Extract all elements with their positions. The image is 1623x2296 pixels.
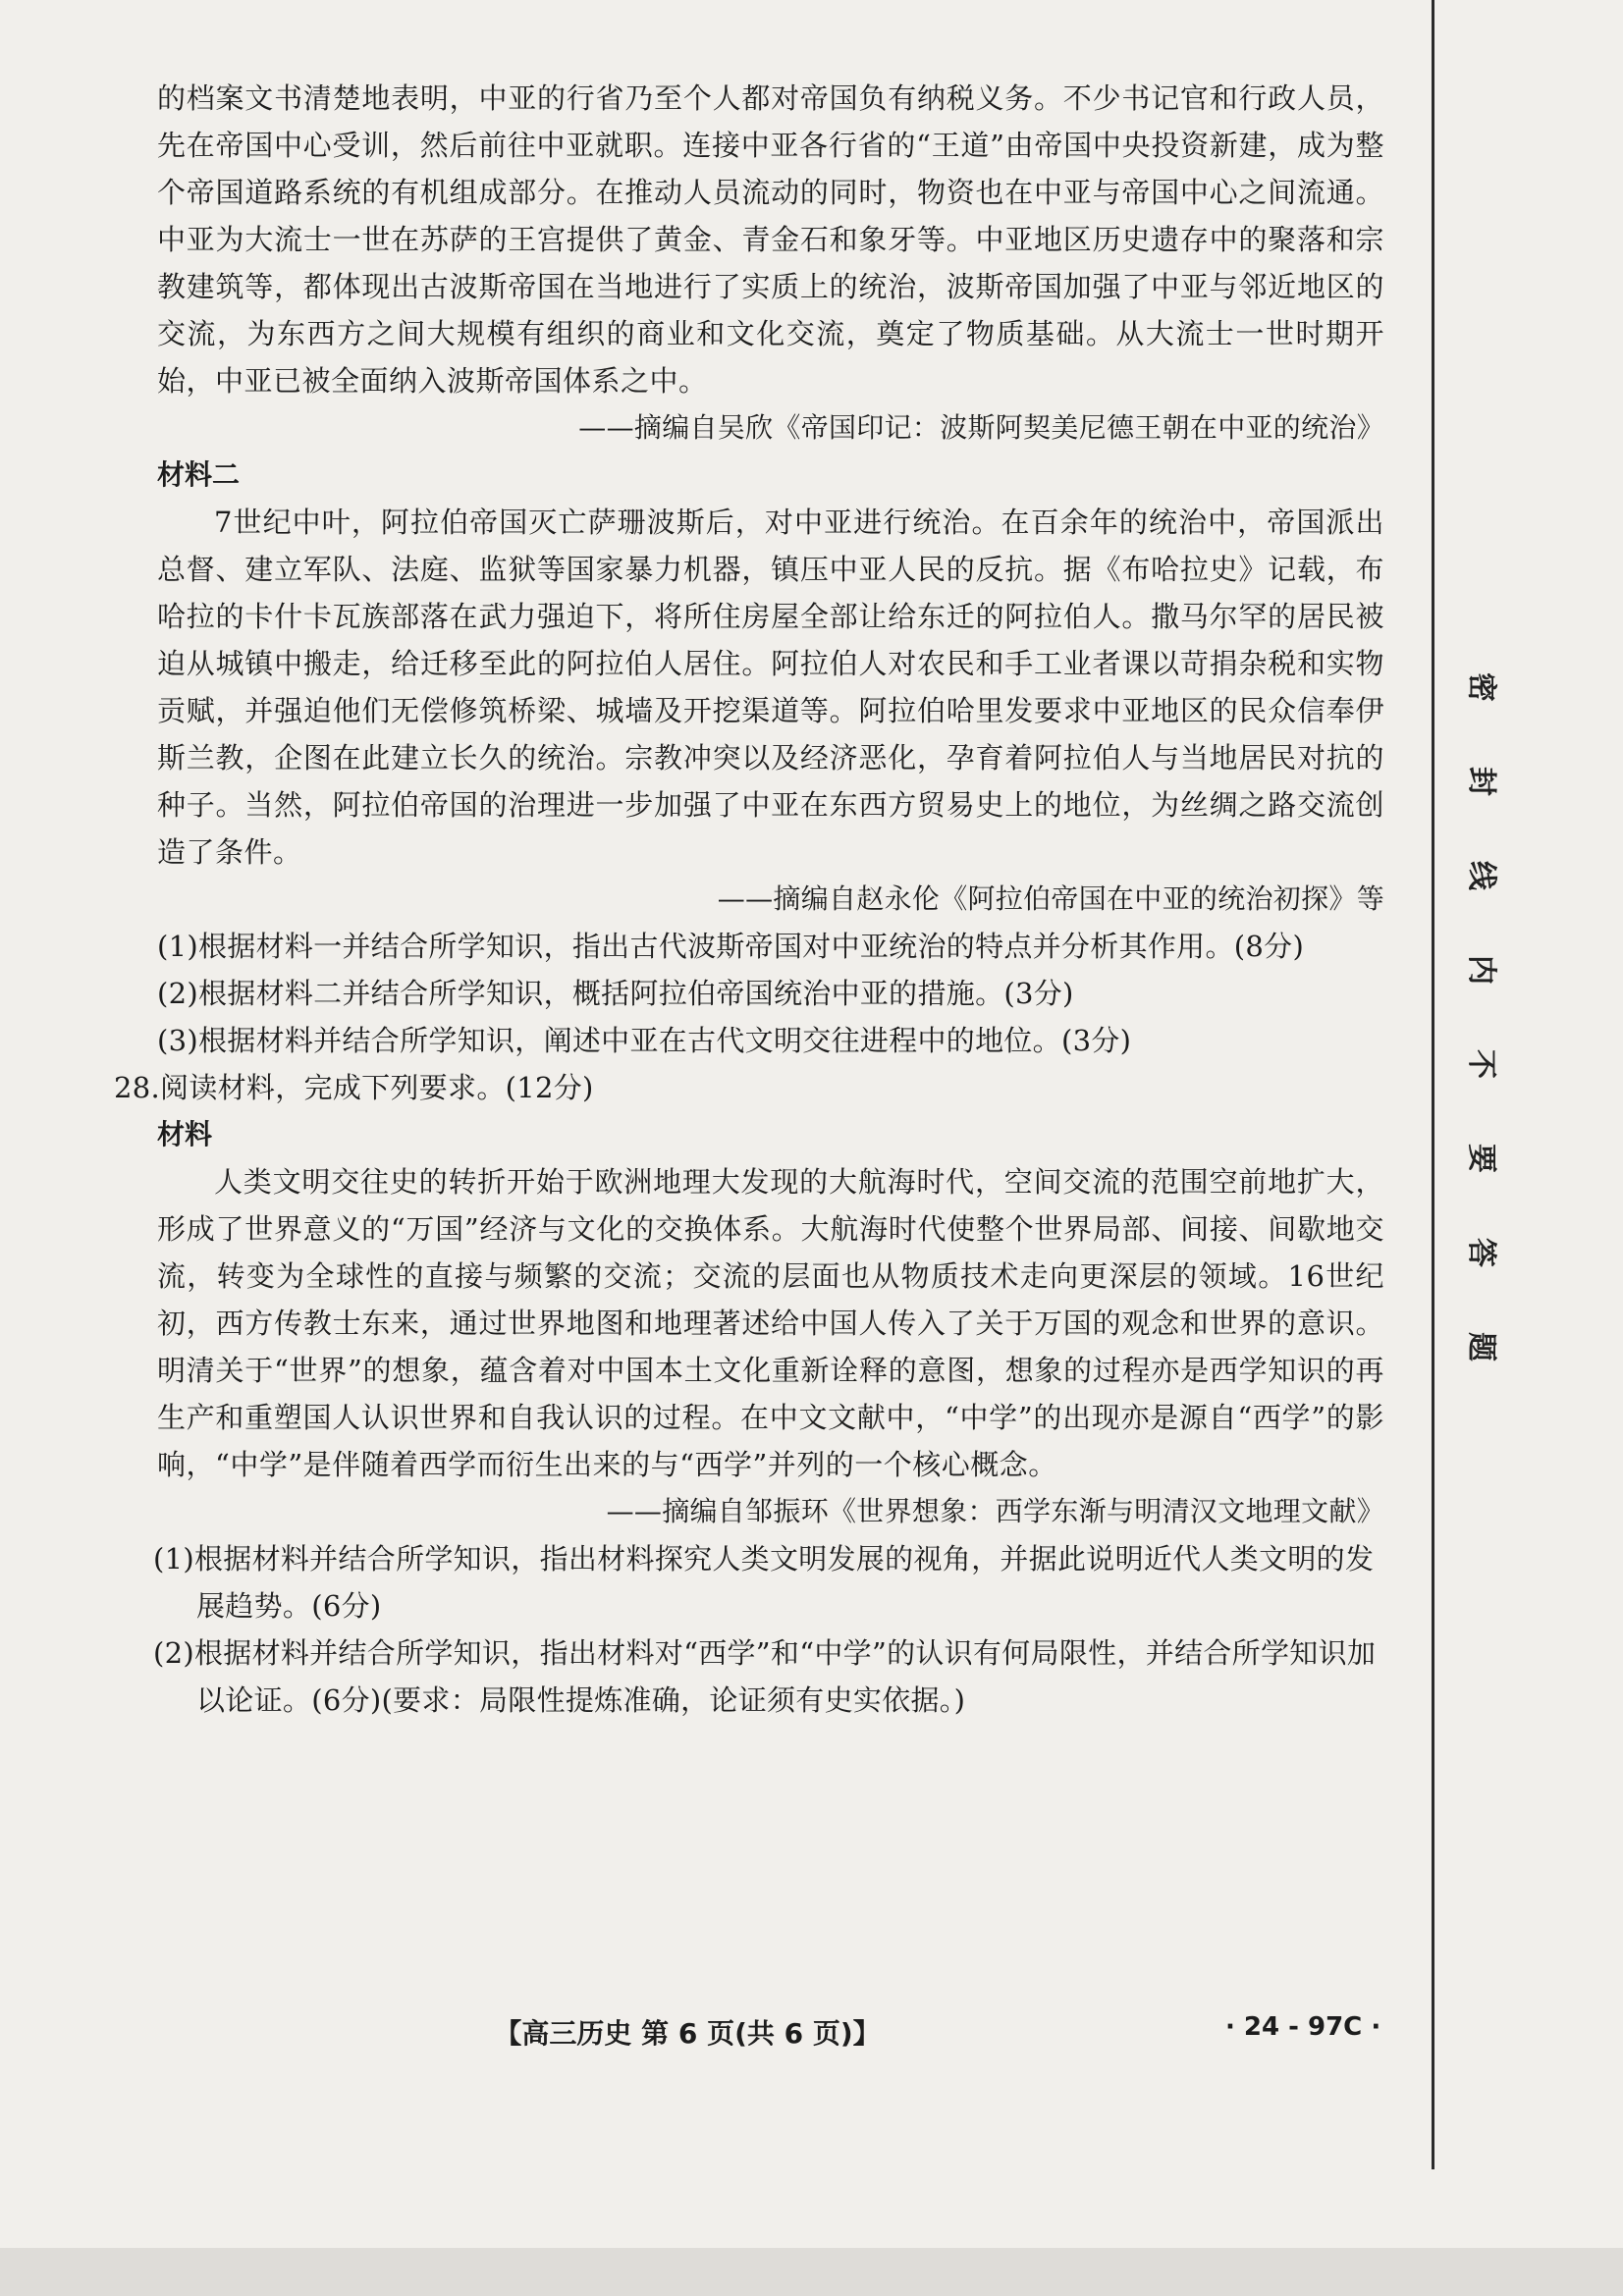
seal-char: 题 [1464,1332,1498,1362]
material2-text: 7世纪中叶，阿拉伯帝国灭亡萨珊波斯后，对中亚进行统治。在百余年的统治中，帝国派出总督、建立军队、法庭、监狱等国家暴力机器，镇压中亚人民的反抗。据《布哈拉史》记载，布哈拉的卡什卡瓦族部落在武力强迫下，将所住房屋全部让给东迁的阿拉伯人。撒马尔罕的居民被迫从城镇中搬走，给迁移至此的阿拉伯人居住。阿拉伯人对农民和手工业者课以苛捐杂税和实物贡赋，并强迫他们无偿修筑桥梁、城墙及开挖渠道等。阿拉伯哈里发要求中亚地区的民众信奉伊斯兰教，企图在此建立长久的统治。宗教冲突以及经济恶化，孕育着阿拉伯人与当地居民对抗的种子。当然，阿拉伯帝国的治理进一步加强了中亚在东西方贸易史上的地位，为丝绸之路交流创造了条件。 [157,506,1384,869]
q28-title: 28.阅读材料，完成下列要求。(12分) [114,1071,594,1104]
seal-char: 密 [1464,672,1498,702]
material2-source: ——摘编自赵永伦《阿拉伯帝国在中亚的统治初探》等 [717,882,1384,915]
exam-content [114,75,1384,1724]
material2-heading: 材料二 [157,458,241,491]
seal-char: 内 [1464,955,1498,985]
seal-char: 封 [1464,767,1498,796]
seal-line-notice [1461,667,1500,1421]
seal-char: 答 [1464,1238,1498,1267]
q27-part2: (2)根据材料二并结合所学知识，概括阿拉伯帝国统治中亚的措施。(3分) [157,977,1074,1010]
page-footer: 【高三历史 第 6 页(共 6 页)】 [494,2017,881,2050]
q28-material-text: 人类文明交往史的转折开始于欧洲地理大发现的大航海时代，空间交流的范围空前地扩大，形成了世界意义的“万国”经济与文化的交换体系。大航海时代使整个世界局部、间接、间歇地交流，转变为全球性的直接与频繁的交流；交流的层面也从物质技术走向更深层的领域。16世纪初，西方传教士东来，通过世界地图和地理著述给中国人传入了关于万国的观念和世界的意识。明清关于“世界”的想象，蕴含着对中国本土文化重新诠释的意图，想象的过程亦是西学知识的再生产和重塑国人认识世界和自我认识的过程。在中文文献中，“中学”的出现亦是源自“西学”的影响，“中学”是伴随着西学而衍生出来的与“西学”并列的一个核心概念。 [157,1165,1384,1481]
binding-line [1432,0,1434,2169]
exam-code: · 24 - 97C · [1225,2012,1381,2042]
q28-part2: (2)根据材料并结合所学知识，指出材料对“西学”和“中学”的认识有何局限性，并结合所学知识加以论证。(6分)(要求：局限性提炼准确，论证须有史实依据。) [153,1636,1377,1717]
q27-part3: (3)根据材料并结合所学知识，阐述中亚在古代文明交往进程中的地位。(3分) [157,1024,1132,1057]
q27-part1: (1)根据材料一并结合所学知识，指出古代波斯帝国对中亚统治的特点并分析其作用。(8分) [157,930,1305,963]
material1-source: ——摘编自吴欣《帝国印记：波斯阿契美尼德王朝在中亚的统治》 [578,411,1384,444]
q28-part1: (1)根据材料并结合所学知识，指出材料探究人类文明发展的视角，并据此说明近代人类文明的发展趋势。(6分) [153,1542,1375,1623]
material1-text: 的档案文书清楚地表明，中亚的行省乃至个人都对帝国负有纳税义务。不少书记官和行政人员，先在帝国中心受训，然后前往中亚就职。连接中亚各行省的“王道”由帝国中央投资新建，成为整个帝国道路系统的有机组成部分。在推动人员流动的同时，物资也在中亚与帝国中心之间流通。中亚为大流士一世在苏萨的王宫提供了黄金、青金石和象牙等。中亚地区历史遗存中的聚落和宗教建筑等，都体现出古波斯帝国在当地进行了实质上的统治，波斯帝国加强了中亚与邻近地区的交流，为东西方之间大规模有组织的商业和文化交流，奠定了物质基础。从大流士一世时期开始，中亚已被全面纳入波斯帝国体系之中。 [157,81,1384,398]
seal-char: 线 [1464,861,1498,890]
q28-material-heading: 材料 [157,1118,213,1150]
q28-source: ——摘编自邹振环《世界想象：西学东渐与明清汉文地理文献》 [606,1495,1384,1527]
seal-char: 不 [1464,1049,1498,1079]
seal-char: 要 [1464,1144,1498,1173]
scan-bottom-margin [0,2248,1623,2296]
